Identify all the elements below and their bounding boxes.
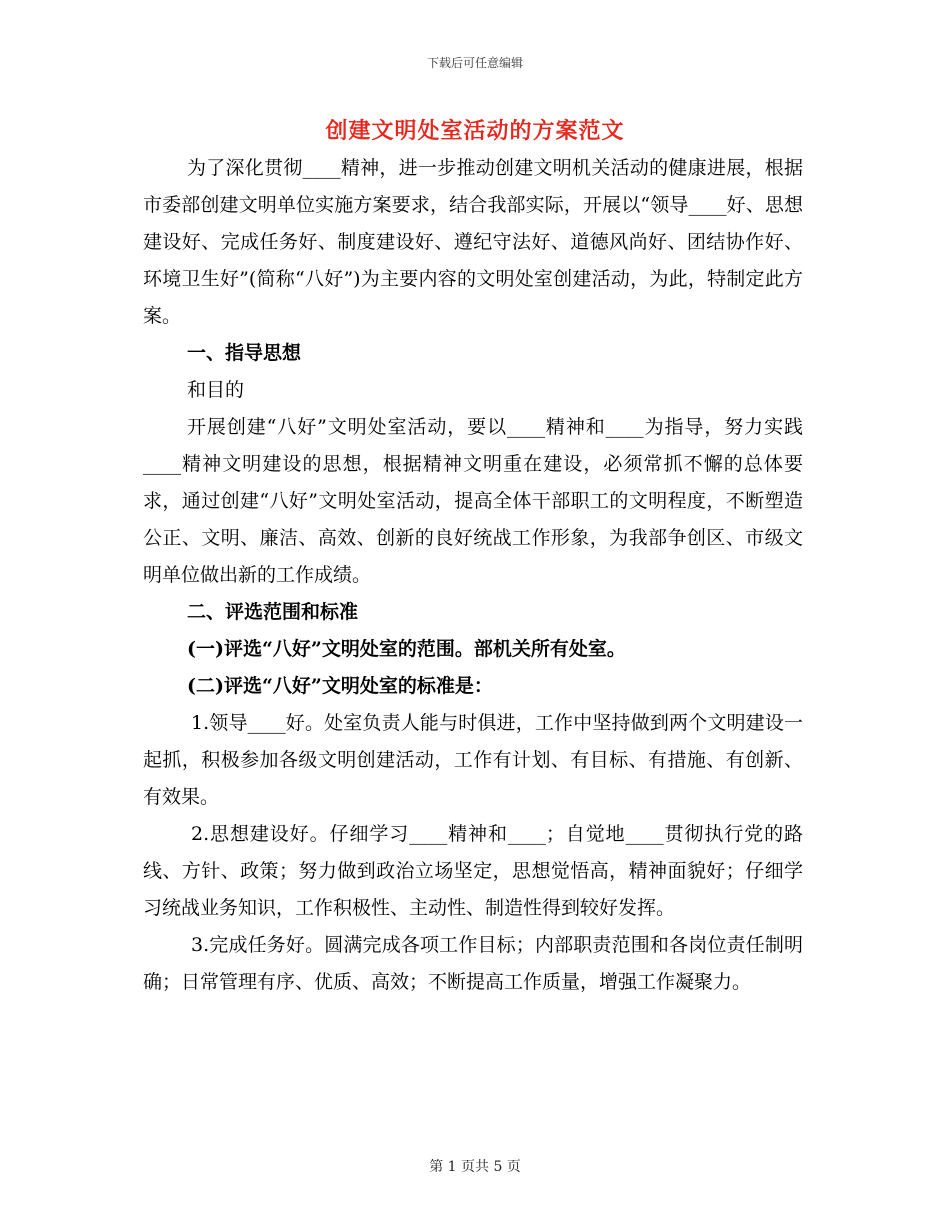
section-heading-guiding-thought: 一、指导思想 [187, 342, 302, 364]
section-heading-continuation: 和目的 [187, 379, 245, 401]
guiding-thought-paragraph: 开展创建“八好”文明处室活动，要以____精神和____为指导，努力实践____精神文明建设的思想，根据精神文明重在建设，必须常抓不懈的总体要求，通过创建“八好”文明处室活动，提高全体干部职工的文明程度，不断塑造公正、文明、廉洁、高效、创新的良好统战工作形象，为我部争创区、市级文明单位做出新的工作成绩。 [143, 416, 803, 586]
document-title: 创建文明处室活动的方案范文 [325, 118, 625, 144]
standard-item-1: 1.领导____好。处室负责人能与时俱进，工作中坚持做到两个文明建设一起抓，积极参加各级文明创建活动，工作有计划、有目标、有措施、有创新、有效果。 [143, 712, 803, 808]
page-number-footer: 第 1 页共 5 页 [429, 1159, 521, 1175]
intro-paragraph: 为了深化贯彻____精神，进一步推动创建文明机关活动的健康进展，根据市委部创建文明单位实施方案要求，结合我部实际，开展以“领导____好、思想建设好、完成任务好、制度建设好、遵纪守法好、道德风尚好、团结协作好、环境卫生好”(简称“八好”)为主要内容的文明处室创建活动，为此，特制定此方案。 [143, 157, 803, 327]
subheading-standards: (二)评选“八好”文明处室的标准是： [187, 675, 493, 697]
subheading-scope: (一)评选“八好”文明处室的范围。部机关所有处室。 [187, 638, 626, 660]
document-body [143, 150, 803, 1001]
header-note: 下载后可任意编辑 [426, 56, 523, 70]
section-heading-scope-standards: 二、评选范围和标准 [187, 601, 359, 623]
standard-item-3: 3.完成任务好。圆满完成各项工作目标；内部职责范围和各岗位责任制明确；日常管理有序、优质、高效；不断提高工作质量，增强工作凝聚力。 [143, 934, 803, 993]
standard-item-2: 2.思想建设好。仔细学习____精神和____；自觉地____贯彻执行党的路线、方针、政策；努力做到政治立场坚定，思想觉悟高，精神面貌好；仔细学习统战业务知识，工作积极性、主动性、制造性得到较好发挥。 [143, 823, 803, 919]
